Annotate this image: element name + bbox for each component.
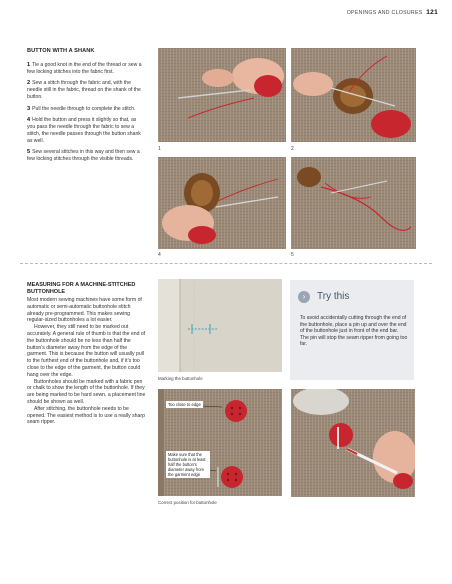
measuring-body [27,297,147,426]
section-divider [20,263,432,264]
paragraph-3: Buttonholes should be marked with a fabric pen or chalk to show the length of the buttonhole. If they are being marked to be hard sewn, a placement line should be shown as well. [27,378,146,405]
photo-number-4: 4 [158,252,161,258]
section-heading-shank: BUTTON WITH A SHANK [27,48,95,54]
seam-ripper-photo [291,389,415,497]
paragraph-4: After stitching, the buttonhole needs to be opened. The easiest method is to use a really sharp seam ripper. [27,405,145,426]
paragraph-2: However, they still need to be marked out accurately. A general rule of thumb is that the end of the buttonhole should be no less than half the button's diameter away from the edge of the garment. This is because the button will usually pull to the furthest end of the buttonhole and, if it's too close to the edge of the garment, the button could hang over the edge. [27,324,146,378]
step-5: 5 Sew several stitches in this way and then sew a few locking stitches through the visible threads. [27,149,140,163]
photo-step-4 [158,157,286,249]
paragraph-1: Most modern sewing machines have some form of automatic or semi-automatic buttonhole stitch already pre-programmed. This makes sewing regular-sized buttonholes a lot easier. [27,297,142,324]
photo-step-5 [291,157,416,249]
section-title: OPENINGS AND CLOSURES [346,10,423,16]
try-this-text: To avoid accidentally cutting through the end of the buttonhole, place a pin up and over the end of the buttonhole just in front of the end bar. The pin will stop the seam ripper from going too far. [300,315,408,348]
section-heading-measuring: MEASURING FOR A MACHINE-STITCHED BUTTONHOLE [27,282,136,295]
label-too-close: Too close to edge [168,402,201,407]
photo-number-2: 2 [291,146,294,152]
photo-number-1: 1 [158,146,161,152]
marking-illustration [158,279,282,372]
photo-step-2 [291,48,416,142]
step-1: 1 Tie a good knot in the end of the thread or sew a few locking stitches into the fabric first. [27,62,142,75]
try-this-box [290,280,414,380]
photo-step-1 [158,48,286,142]
steps-list [27,62,145,168]
running-header [347,9,438,16]
label-half-diameter-note: Make sure that the buttonhole is at least half the button's diameter away from the garment edge [166,451,210,478]
step-3: 3 Pull the needle through to complete the stitch. [27,105,136,112]
step-4: 4 Hold the button and press it slightly so that, as you pass the needle through the fabric to sew a stitch, the needle passes through the button shank as well. [27,117,141,144]
caption-correct-position: Correct position for buttonhole [158,500,217,505]
caption-marking: Marking the buttonhole [158,376,203,381]
photo-number-5: 5 [291,252,294,258]
page-number: 121 [426,9,438,16]
chevron-right-icon: › [298,291,310,303]
step-2: 2 Sew a stitch through the fabric and, with the needle still in the fabric, thread on the shank of the button. [27,80,141,101]
try-this-title: Try this [317,291,350,302]
